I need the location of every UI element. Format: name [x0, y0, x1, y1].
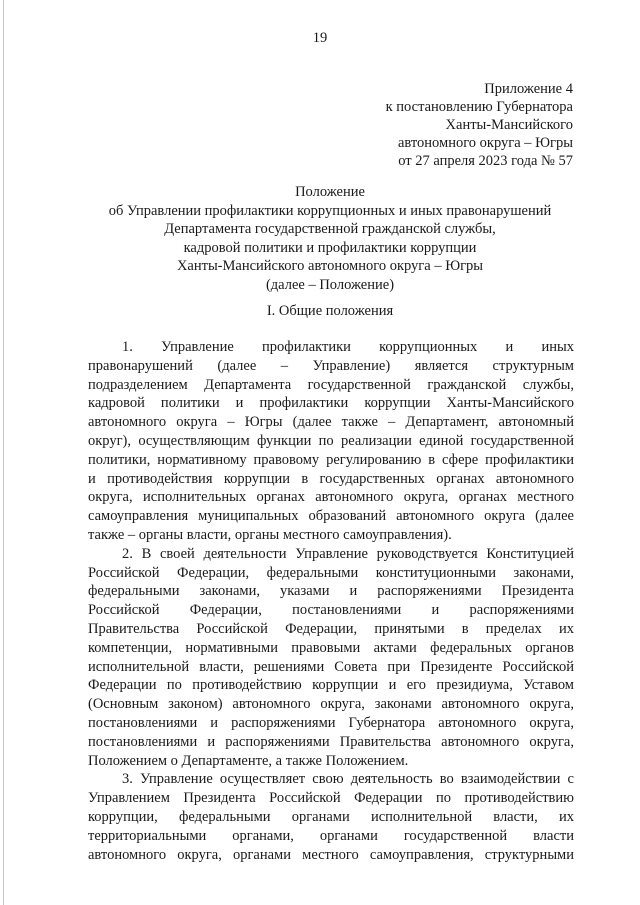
- text-line: Правительства Российской Федерации, принятыми в пределах их: [88, 620, 574, 637]
- text-line: политики, нормативному правовому регулированию в сфере профилактики: [88, 451, 574, 468]
- title-line: об Управлении профилактики коррупционных и иных правонарушений: [108, 202, 552, 219]
- text-line: автономного округа, органами местного самоуправления, структурными: [88, 846, 574, 863]
- document-title: [60, 183, 600, 294]
- title-line: Положение: [295, 184, 365, 200]
- text-line: Российской Федерации, федеральными конституционными законами,: [88, 564, 574, 581]
- text-line: компетенции, нормативными правовыми актами федеральных органов: [88, 639, 574, 656]
- text-line: и противодействия коррупции в государственных органах автономного: [88, 470, 574, 487]
- appendix-line: Приложение 4: [484, 81, 573, 97]
- title-line: (далее – Положение): [265, 276, 395, 293]
- text-line: округа, исполнительных органах автономного округа, органах местного: [88, 489, 574, 506]
- appendix-line: от 27 апреля 2023 года № 57: [398, 153, 573, 169]
- body-text: [88, 338, 574, 864]
- title-line: Ханты-Мансийского автономного округа – Югры: [176, 258, 484, 274]
- text-line: подразделением Департамента государственной гражданской службы,: [88, 376, 574, 393]
- text-line: кадровой политики и профилактики коррупции Ханты-Мансийского: [88, 395, 574, 412]
- appendix-line: автономного округа – Югры: [397, 135, 573, 151]
- section-heading: I. Общие положения: [266, 303, 394, 319]
- text-line: постановлениями и распоряжениями Правительства автономного округа,: [88, 733, 574, 750]
- text-line: коррупции, федеральными органами исполнительной власти, их: [88, 808, 574, 825]
- text-line: федеральными законами, указами и распоряжениями Президента: [88, 583, 574, 600]
- text-line: Управлением Президента Российской Федерации по противодействию: [88, 790, 574, 807]
- scan-edge-line: [3, 0, 4, 905]
- appendix-line: Ханты-Мансийского: [445, 117, 573, 133]
- paragraph-3: [88, 770, 574, 864]
- text-line: 1. Управление профилактики коррупционных и иных: [122, 339, 574, 355]
- title-line: Департамента государственной гражданской службы,: [164, 221, 496, 237]
- text-line: округ), осуществляющим функции по реализации единой государственной: [88, 432, 574, 449]
- text-line: 3. Управление осуществляет свою деятельность во взаимодействии с: [122, 771, 574, 788]
- text-line: Российской Федерации, постановлениями и распоряжениями: [88, 602, 574, 619]
- text-line: 2. В своей деятельности Управление руководствуется Конституцией: [122, 545, 574, 562]
- appendix-line: к постановлению Губернатора: [385, 99, 573, 115]
- text-line: также – органы власти, органы местного самоуправления).: [88, 526, 452, 543]
- text-line: Федерации по противодействию коррупции и его президиума, Уставом: [88, 677, 574, 694]
- text-line: исполнительной власти, решениями Совета при Президенте Российской: [88, 658, 574, 675]
- appendix-header: [386, 80, 573, 170]
- text-line: самоуправления муниципальных образований автономного округа (далее: [88, 508, 574, 525]
- paragraph-2: [88, 545, 574, 771]
- text-line: Положением о Департаменте, а также Положением.: [88, 752, 409, 769]
- text-line: (Основным законом) автономного округа, законами автономного округа,: [88, 696, 574, 713]
- page-number: 19: [312, 30, 328, 46]
- text-line: территориальными органами, органами государственной власти: [88, 827, 574, 844]
- title-line: кадровой политики и профилактики коррупции: [183, 239, 477, 256]
- text-line: постановлениями и распоряжениями Губернатора автономного округа,: [88, 714, 574, 731]
- text-line: правонарушений (далее – Управление) является структурным: [88, 357, 574, 374]
- text-line: автономного округа – Югры (далее также – Департамент, автономный: [88, 414, 574, 431]
- paragraph-1: [88, 338, 574, 545]
